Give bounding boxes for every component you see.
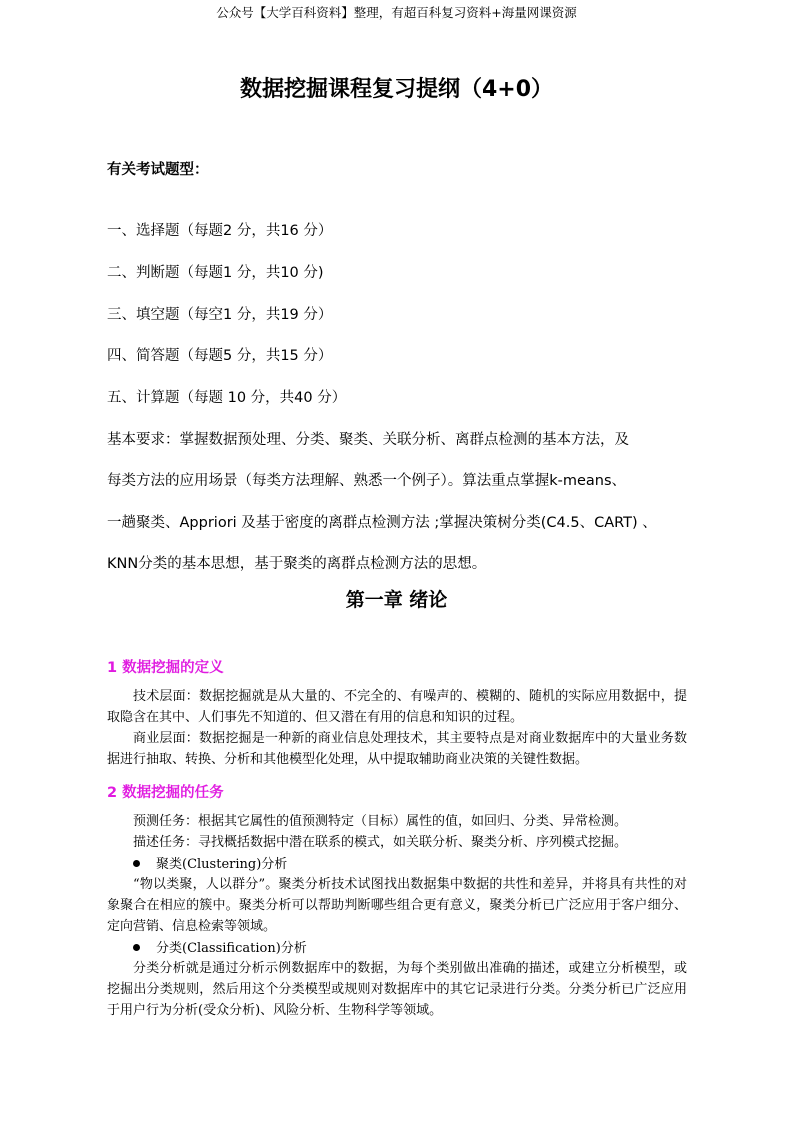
requirements-line: KNN分类的基本思想，基于聚类的离群点检测方法的思想。 (107, 556, 487, 572)
requirements-line: 一趟聚类、Appriori 及基于密度的离群点检测方法 ;掌握决策树分类(C4.5、CART) 、 (107, 515, 657, 531)
requirements-line: 基本要求：掌握数据预处理、分类、聚类、关联分析、离群点检测的基本方法，及 (107, 432, 629, 448)
section-heading: 2 数据挖掘的任务 (107, 785, 224, 801)
definition-technical: 技术层面：数据挖掘就是从大量的、不完全的、有噪声的、模糊的、随机的实际应用数据中，提取隐含在其中、人们事先不知道的、但又潜在有用的信息和知识的过程。 (107, 689, 687, 725)
chapter-title: 第一章 绪论 (345, 589, 448, 611)
question-type-item: 三、填空题（每空1 分，共19 分） (107, 307, 333, 323)
requirements-line: 每类方法的应用场景（每类方法理解、熟悉一个例子）。算法重点掌握k-means、 (107, 473, 627, 489)
question-type-item: 一、选择题（每题2 分，共16 分） (107, 223, 333, 239)
question-types-heading: 有关考试题型： (107, 162, 209, 178)
question-type-item: 五、计算题（每题 10 分，共40 分） (107, 390, 347, 406)
bullet-clustering (133, 853, 287, 872)
bullet-label: 分类(Classification)分析 (156, 941, 307, 956)
task-descriptive: 描述任务：寻找概括数据中潜在联系的模式，如关联分析、聚类分析、序列模式挖掘。 (133, 835, 628, 850)
bullet-icon (133, 860, 140, 867)
section-heading: 1 数据挖掘的定义 (107, 660, 224, 676)
task-predictive: 预测任务：根据其它属性的值预测特定（目标）属性的值，如回归、分类、异常检测。 (133, 814, 628, 829)
question-type-item: 四、简答题（每题5 分，共15 分） (107, 348, 333, 364)
bullet-icon (133, 944, 140, 951)
clustering-description: “物以类聚，人以群分”。聚类分析技术试图找出数据集中数据的共性和差异，并将具有共性的对象聚合在相应的簇中。聚类分析可以帮助判断哪些组合更有意义，聚类分析已广泛应用于客户细分、定向营销、信息检索等领域。 (107, 877, 687, 934)
document-title: 数据挖掘课程复习提纲（4+0） (239, 77, 554, 102)
bullet-label: 聚类(Clustering)分析 (156, 857, 288, 872)
bullet-classification (133, 937, 307, 956)
page-header: 公众号【大学百科资料】整理，有超百科复习资料+海量网课资源 (216, 5, 577, 20)
classification-description: 分类分析就是通过分析示例数据库中的数据，为每个类别做出准确的描述，或建立分析模型，或挖掘出分类规则，然后用这个分类模型或规则对数据库中的其它记录进行分类。分类分析已广泛应用于用户行为分析(受众分析)、风险分析、生物科学等领域。 (107, 961, 687, 1018)
question-type-item: 二、判断题（每题1 分，共10 分) (107, 265, 324, 281)
definition-business: 商业层面：数据挖掘是一种新的商业信息处理技术，其主要特点是对商业数据库中的大量业务数据进行抽取、转换、分析和其他模型化处理，从中提取辅助商业决策的关键性数据。 (107, 731, 687, 767)
